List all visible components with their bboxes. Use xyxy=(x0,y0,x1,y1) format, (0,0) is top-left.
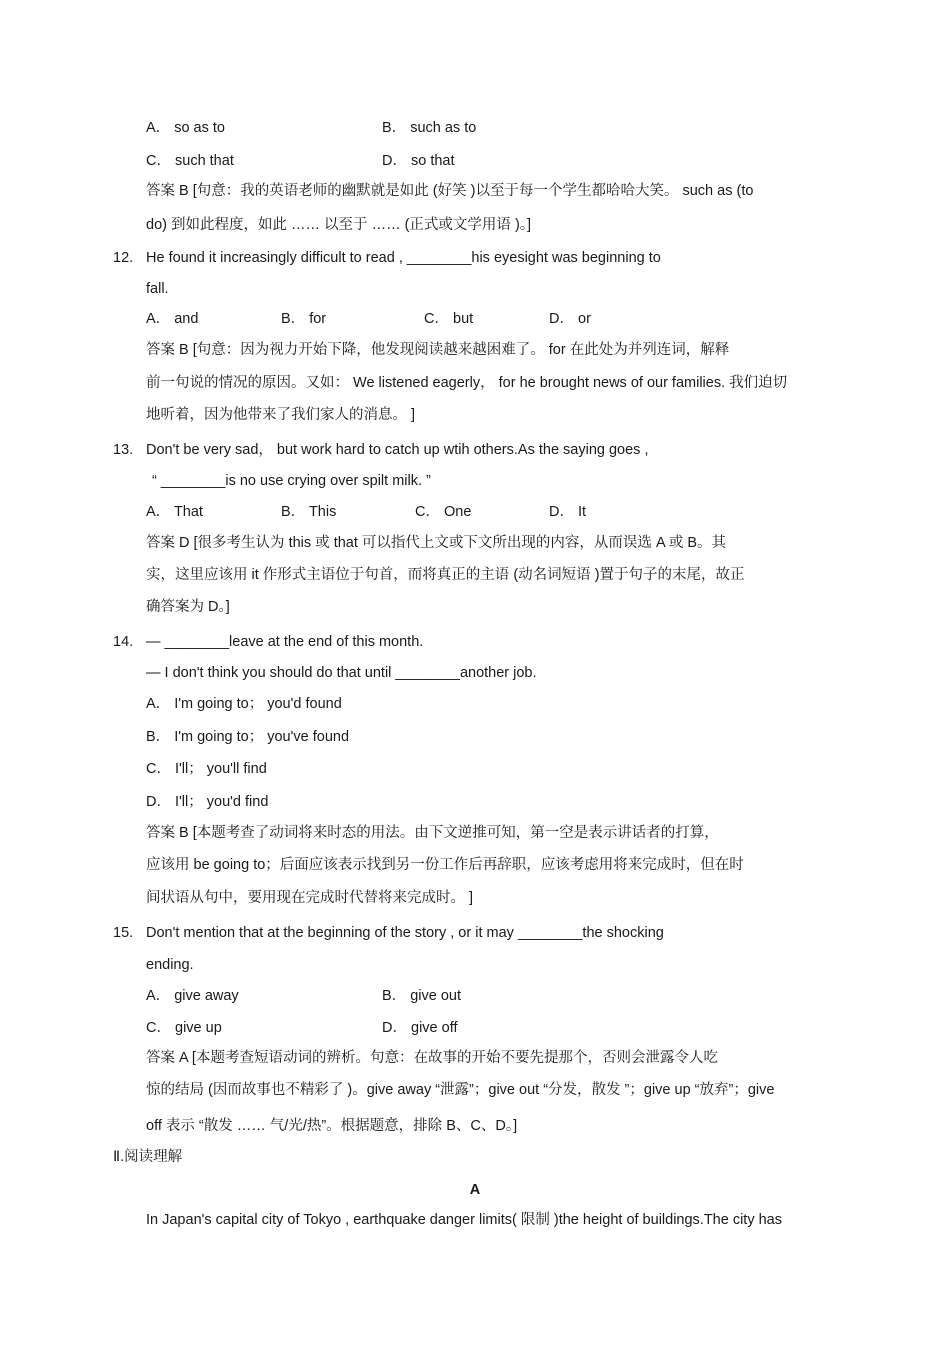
q14-stem-line: — I don't think you should do that until ________another job. xyxy=(146,665,537,681)
q11-option-d: D． so that xyxy=(382,153,455,169)
q14-option-c: C． I'll； you'll find xyxy=(146,761,267,777)
q13-answer-line: 答案 D [很多考生认为 this 或 that 可以指代上文或下文所出现的内容，从而误选 A 或 B。其 xyxy=(146,535,727,551)
q12-option-c: C． but xyxy=(424,311,474,327)
q14-option-d: D． I'll； you'd find xyxy=(146,794,269,810)
q13-option-b: B． This xyxy=(281,504,337,520)
q15-option-d: D． give off xyxy=(382,1020,458,1036)
q12-stem-line: fall. xyxy=(146,281,169,297)
q13-number: 13. xyxy=(113,442,134,458)
q11-answer-line: do) 到如此程度，如此 …… 以至于 …… (正式或文学用语 )。] xyxy=(146,217,532,233)
section-title: Ⅱ.阅读理解 xyxy=(113,1149,183,1165)
q14-answer-line: 应该用 be going to；后面应该表示找到另一份工作后再辞职，应该考虑用将来完成时，但在时 xyxy=(146,857,744,873)
q15-answer-line: 惊的结局 (因而故事也不精彩了 )。give away “泄露”；give out “分发，散发 ”；give up “放弃”；give xyxy=(146,1082,775,1098)
q11-option-b: B． such as to xyxy=(382,120,477,136)
q15-answer-line: 答案 A [本题考查短语动词的辨析。句意：在故事的开始不要先提那个，否则会泄露令人吃 xyxy=(146,1050,718,1066)
q13-option-d: D． It xyxy=(549,504,587,520)
q15-stem-line: Don't mention that at the beginning of the story , or it may ________the shocking xyxy=(146,925,664,941)
q15-stem-line: ending. xyxy=(146,957,194,973)
q12-number: 12. xyxy=(113,250,134,266)
q12-stem-line: He found it increasingly difficult to read , ________his eyesight was beginning to xyxy=(146,250,661,266)
q15-number: 15. xyxy=(113,925,134,941)
passage-line: In Japan's capital city of Tokyo , earthquake danger limits( 限制 )the height of buildings.The city has xyxy=(146,1212,782,1228)
q12-option-b: B． for xyxy=(281,311,327,327)
q15-option-b: B． give out xyxy=(382,988,461,1004)
q13-option-a: A． That xyxy=(146,504,203,520)
q14-number: 14. xyxy=(113,634,134,650)
q12-option-d: D． or xyxy=(549,311,591,327)
q13-stem-line: “ ________is no use crying over spilt milk. ” xyxy=(152,473,431,489)
q13-option-c: C． One xyxy=(415,504,472,520)
q11-answer-line: 答案 B [句意：我的英语老师的幽默就是如此 (好笑 )以至于每一个学生都哈哈大笑。 such as (to xyxy=(146,183,754,199)
q12-answer-line: 前一句说的情况的原因。又如： We listened eagerly， for he brought news of our families. 我们迫切 xyxy=(146,375,788,391)
q15-option-c: C． give up xyxy=(146,1020,222,1036)
q11-option-c: C． such that xyxy=(146,153,234,169)
q14-answer-line: 间状语从句中，要用现在完成时代替将来完成时。 ] xyxy=(146,890,474,906)
q12-option-a: A． and xyxy=(146,311,199,327)
passage-heading: A xyxy=(469,1182,481,1198)
q11-option-a: A． so as to xyxy=(146,120,225,136)
q12-answer-line: 答案 B [句意：因为视力开始下降，他发现阅读越来越困难了。 for 在此处为并列连词，解释 xyxy=(146,342,730,358)
q13-answer-line: 确答案为 D。] xyxy=(146,599,230,615)
q14-option-a: A． I'm going to； you'd found xyxy=(146,696,342,712)
q13-answer-line: 实，这里应该用 it 作形式主语位于句首，而将真正的主语 (动名词短语 )置于句子的末尾，故正 xyxy=(146,567,745,583)
q13-stem-line: Don't be very sad， but work hard to catch up wtih others.As the saying goes , xyxy=(146,442,649,458)
q14-stem-line: — ________leave at the end of this month. xyxy=(146,634,424,650)
q15-option-a: A． give away xyxy=(146,988,239,1004)
q14-option-b: B． I'm going to； you've found xyxy=(146,729,350,745)
q15-answer-line: off 表示 “散发 …… 气/光/热”。根据题意，排除 B、C、D。] xyxy=(146,1118,518,1134)
q14-answer-line: 答案 B [本题考查了动词将来时态的用法。由下文逆推可知，第一空是表示讲话者的打算， xyxy=(146,825,719,841)
q12-answer-line: 地听着，因为他带来了我们家人的消息。 ] xyxy=(146,407,416,423)
